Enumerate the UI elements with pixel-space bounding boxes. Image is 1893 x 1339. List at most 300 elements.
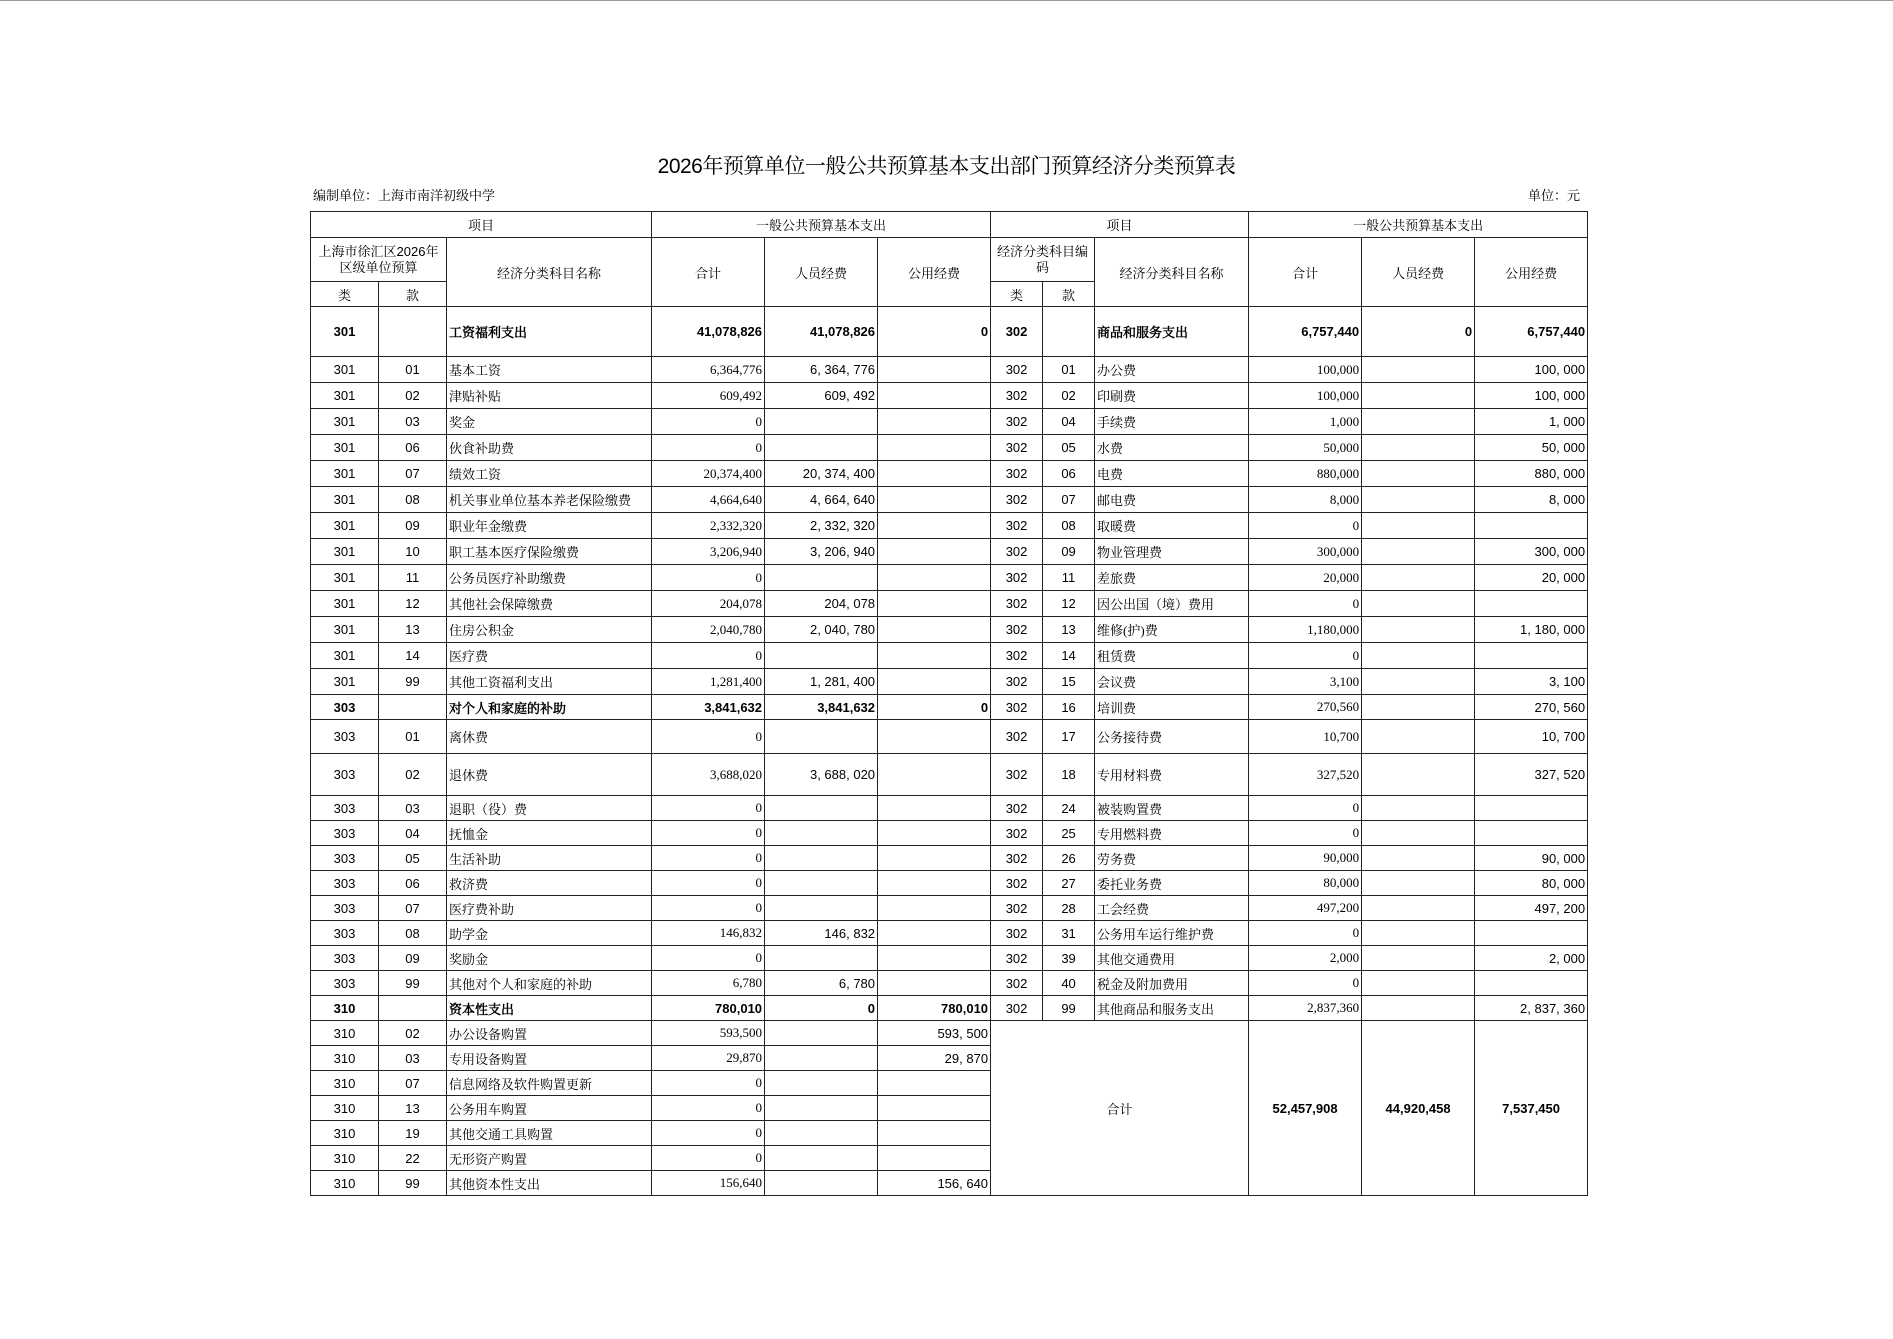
right-item-cell: 11	[1043, 565, 1095, 591]
right-personnel-header: 人员经费	[1362, 238, 1475, 307]
compiling-unit-label: 编制单位：上海市南洋初级中学	[313, 188, 496, 203]
left-public-cell	[878, 1096, 991, 1121]
left-total-cell: 0	[652, 1121, 765, 1146]
left-personnel-cell	[765, 1046, 878, 1071]
right-class-cell: 302	[991, 669, 1043, 695]
right-name-cell: 公务接待费	[1095, 720, 1249, 754]
left-name-cell: 其他资本性支出	[447, 1171, 652, 1196]
table-row	[311, 896, 1588, 921]
right-name-cell: 租赁费	[1095, 643, 1249, 669]
right-name-cell: 其他交通费用	[1095, 946, 1249, 971]
table-row	[311, 796, 1588, 821]
left-total-cell: 0	[652, 565, 765, 591]
right-public-cell: 80, 000	[1475, 871, 1588, 896]
left-public-cell	[878, 357, 991, 383]
right-total-cell: 497,200	[1249, 896, 1362, 921]
left-public-cell	[878, 383, 991, 409]
right-class-cell: 302	[991, 695, 1043, 720]
right-total-cell: 270,560	[1249, 695, 1362, 720]
right-public-cell: 270, 560	[1475, 695, 1588, 720]
right-public-cell: 1, 180, 000	[1475, 617, 1588, 643]
left-public-cell: 780,010	[878, 996, 991, 1021]
right-name-cell: 电费	[1095, 461, 1249, 487]
right-name-cell: 专用材料费	[1095, 754, 1249, 796]
table-row	[311, 591, 1588, 617]
right-name-cell: 工会经费	[1095, 896, 1249, 921]
left-total-cell: 29,870	[652, 1046, 765, 1071]
left-public-cell: 593, 500	[878, 1021, 991, 1046]
left-item-cell: 09	[379, 946, 447, 971]
right-name-cell: 税金及附加费用	[1095, 971, 1249, 996]
right-public-cell	[1475, 643, 1588, 669]
right-personnel-cell	[1362, 409, 1475, 435]
table-row	[311, 357, 1588, 383]
left-item-cell: 02	[379, 1021, 447, 1046]
left-total-cell: 0	[652, 871, 765, 896]
left-item-cell	[379, 695, 447, 720]
left-public-header: 公用经费	[878, 238, 991, 307]
right-total-cell: 880,000	[1249, 461, 1362, 487]
left-personnel-cell: 20, 374, 400	[765, 461, 878, 487]
right-item-cell: 02	[1043, 383, 1095, 409]
right-personnel-cell	[1362, 971, 1475, 996]
right-public-cell: 8, 000	[1475, 487, 1588, 513]
right-public-cell: 100, 000	[1475, 357, 1588, 383]
right-total-cell: 0	[1249, 921, 1362, 946]
left-total-cell: 0	[652, 409, 765, 435]
left-name-cell: 公务用车购置	[447, 1096, 652, 1121]
right-item-cell: 07	[1043, 487, 1095, 513]
right-total-cell: 100,000	[1249, 357, 1362, 383]
table-row	[311, 565, 1588, 591]
left-personnel-cell	[765, 409, 878, 435]
right-class-cell: 302	[991, 754, 1043, 796]
left-name-cell: 办公设备购置	[447, 1021, 652, 1046]
left-personnel-cell: 41,078,826	[765, 307, 878, 357]
left-item-cell: 06	[379, 871, 447, 896]
right-public-cell	[1475, 921, 1588, 946]
right-personnel-cell	[1362, 821, 1475, 846]
left-total-cell: 146,832	[652, 921, 765, 946]
left-public-cell	[878, 946, 991, 971]
right-item-cell: 39	[1043, 946, 1095, 971]
right-item-cell: 09	[1043, 539, 1095, 565]
left-total-cell: 0	[652, 1096, 765, 1121]
left-class-cell: 301	[311, 643, 379, 669]
left-name-cell: 公务员医疗补助缴费	[447, 565, 652, 591]
left-name-cell: 其他社会保障缴费	[447, 591, 652, 617]
left-personnel-cell: 204, 078	[765, 591, 878, 617]
budget-unit-code-header: 上海市徐汇区2026年区级单位预算	[311, 238, 447, 282]
left-name-cell: 离休费	[447, 720, 652, 754]
left-total-cell: 0	[652, 1146, 765, 1171]
table-row	[311, 946, 1588, 971]
left-personnel-cell	[765, 946, 878, 971]
econ-code-header: 经济分类科目编码	[991, 238, 1095, 282]
left-public-cell	[878, 487, 991, 513]
left-name-cell: 工资福利支出	[447, 307, 652, 357]
table-row	[311, 754, 1588, 796]
right-econ-name-header: 经济分类科目名称	[1095, 238, 1249, 307]
right-total-cell: 1,000	[1249, 409, 1362, 435]
left-item-cell: 12	[379, 591, 447, 617]
right-name-cell: 商品和服务支出	[1095, 307, 1249, 357]
left-item-cell: 03	[379, 796, 447, 821]
left-class-cell: 301	[311, 487, 379, 513]
right-name-cell: 专用燃料费	[1095, 821, 1249, 846]
left-total-cell: 0	[652, 946, 765, 971]
left-class-cell: 303	[311, 896, 379, 921]
right-personnel-cell	[1362, 591, 1475, 617]
left-public-cell	[878, 617, 991, 643]
right-total-cell: 0	[1249, 643, 1362, 669]
right-public-cell	[1475, 971, 1588, 996]
left-item-cell: 14	[379, 643, 447, 669]
table-row	[311, 643, 1588, 669]
right-item-cell: 01	[1043, 357, 1095, 383]
left-item-cell	[379, 996, 447, 1021]
right-name-cell: 委托业务费	[1095, 871, 1249, 896]
right-item-cell: 05	[1043, 435, 1095, 461]
right-class-cell: 302	[991, 513, 1043, 539]
right-item-cell: 17	[1043, 720, 1095, 754]
right-item-cell: 18	[1043, 754, 1095, 796]
right-personnel-cell	[1362, 513, 1475, 539]
left-personnel-cell	[765, 565, 878, 591]
left-total-cell: 2,040,780	[652, 617, 765, 643]
left-item-cell: 07	[379, 1071, 447, 1096]
right-public-cell	[1475, 796, 1588, 821]
left-public-cell	[878, 513, 991, 539]
table-row	[311, 846, 1588, 871]
right-name-cell: 邮电费	[1095, 487, 1249, 513]
right-item-cell: 15	[1043, 669, 1095, 695]
table-row	[311, 461, 1588, 487]
right-item-cell: 27	[1043, 871, 1095, 896]
budget-table-body	[311, 307, 1588, 1196]
right-class-cell: 302	[991, 871, 1043, 896]
left-personnel-cell: 3, 688, 020	[765, 754, 878, 796]
left-total-cell: 0	[652, 821, 765, 846]
right-public-cell: 2, 837, 360	[1475, 996, 1588, 1021]
left-class-cell: 301	[311, 461, 379, 487]
left-name-cell: 医疗费	[447, 643, 652, 669]
right-public-cell: 880, 000	[1475, 461, 1588, 487]
left-name-cell: 对个人和家庭的补助	[447, 695, 652, 720]
left-class-cell: 303	[311, 871, 379, 896]
right-class-cell: 302	[991, 643, 1043, 669]
right-public-cell: 2, 000	[1475, 946, 1588, 971]
right-total-cell: 3,100	[1249, 669, 1362, 695]
left-total-cell: 3,841,632	[652, 695, 765, 720]
right-class-cell: 302	[991, 896, 1043, 921]
left-personnel-cell: 3, 206, 940	[765, 539, 878, 565]
left-public-cell	[878, 846, 991, 871]
left-name-cell: 其他交通工具购置	[447, 1121, 652, 1146]
grand-total-personnel: 44,920,458	[1362, 1021, 1475, 1196]
right-item-header: 款	[1043, 282, 1095, 307]
table-row	[311, 539, 1588, 565]
left-name-cell: 职业年金缴费	[447, 513, 652, 539]
left-item-cell: 99	[379, 669, 447, 695]
left-personnel-header: 人员经费	[765, 238, 878, 307]
left-personnel-cell	[765, 821, 878, 846]
right-total-cell: 0	[1249, 971, 1362, 996]
left-personnel-cell: 0	[765, 996, 878, 1021]
table-row	[311, 996, 1588, 1021]
table-row	[311, 971, 1588, 996]
left-personnel-cell: 146, 832	[765, 921, 878, 946]
budget-table	[310, 211, 1588, 1196]
right-item-cell: 26	[1043, 846, 1095, 871]
left-personnel-cell	[765, 643, 878, 669]
left-name-cell: 住房公积金	[447, 617, 652, 643]
right-total-cell: 300,000	[1249, 539, 1362, 565]
right-item-cell: 16	[1043, 695, 1095, 720]
right-personnel-cell	[1362, 754, 1475, 796]
left-name-cell: 无形资产购置	[447, 1146, 652, 1171]
right-personnel-cell	[1362, 720, 1475, 754]
right-public-header: 公用经费	[1475, 238, 1588, 307]
right-personnel-cell	[1362, 643, 1475, 669]
right-public-cell	[1475, 513, 1588, 539]
right-public-cell	[1475, 591, 1588, 617]
right-class-cell: 302	[991, 539, 1043, 565]
left-class-cell: 303	[311, 821, 379, 846]
left-public-cell	[878, 669, 991, 695]
left-public-cell	[878, 1121, 991, 1146]
left-name-cell: 生活补助	[447, 846, 652, 871]
left-personnel-cell	[765, 1021, 878, 1046]
right-public-cell: 327, 520	[1475, 754, 1588, 796]
left-total-header: 合计	[652, 238, 765, 307]
right-name-cell: 办公费	[1095, 357, 1249, 383]
right-class-cell: 302	[991, 617, 1043, 643]
left-class-cell: 303	[311, 846, 379, 871]
right-item-cell: 06	[1043, 461, 1095, 487]
left-personnel-cell: 4, 664, 640	[765, 487, 878, 513]
right-name-cell: 其他商品和服务支出	[1095, 996, 1249, 1021]
right-class-cell: 302	[991, 921, 1043, 946]
right-public-cell: 50, 000	[1475, 435, 1588, 461]
right-total-cell: 2,837,360	[1249, 996, 1362, 1021]
table-row	[311, 695, 1588, 720]
left-item-cell: 04	[379, 821, 447, 846]
right-name-cell: 公务用车运行维护费	[1095, 921, 1249, 946]
right-public-cell: 300, 000	[1475, 539, 1588, 565]
left-public-cell: 29, 870	[878, 1046, 991, 1071]
right-name-cell: 劳务费	[1095, 846, 1249, 871]
right-total-cell: 2,000	[1249, 946, 1362, 971]
table-row	[311, 487, 1588, 513]
right-personnel-cell	[1362, 871, 1475, 896]
left-class-cell: 301	[311, 513, 379, 539]
left-total-cell: 4,664,640	[652, 487, 765, 513]
right-total-cell: 100,000	[1249, 383, 1362, 409]
left-item-cell: 02	[379, 383, 447, 409]
right-name-cell: 被装购置费	[1095, 796, 1249, 821]
left-item-cell: 09	[379, 513, 447, 539]
right-class-cell: 302	[991, 357, 1043, 383]
left-class-cell: 310	[311, 1121, 379, 1146]
left-class-cell: 303	[311, 695, 379, 720]
right-personnel-cell	[1362, 946, 1475, 971]
right-item-cell: 25	[1043, 821, 1095, 846]
left-class-cell: 303	[311, 971, 379, 996]
left-personnel-cell	[765, 720, 878, 754]
left-total-cell: 0	[652, 435, 765, 461]
left-personnel-cell: 2, 040, 780	[765, 617, 878, 643]
left-personnel-cell: 2, 332, 320	[765, 513, 878, 539]
right-personnel-cell	[1362, 383, 1475, 409]
left-name-cell: 其他对个人和家庭的补助	[447, 971, 652, 996]
left-name-cell: 医疗费补助	[447, 896, 652, 921]
right-personnel-cell	[1362, 796, 1475, 821]
left-total-cell: 0	[652, 796, 765, 821]
left-class-cell: 303	[311, 796, 379, 821]
left-total-cell: 0	[652, 896, 765, 921]
left-class-cell: 301	[311, 669, 379, 695]
table-row	[311, 409, 1588, 435]
left-total-cell: 204,078	[652, 591, 765, 617]
right-public-cell: 1, 000	[1475, 409, 1588, 435]
table-row	[311, 307, 1588, 357]
currency-unit-label: 单位：元	[1527, 188, 1580, 203]
left-public-cell	[878, 821, 991, 846]
right-item-cell: 40	[1043, 971, 1095, 996]
right-class-cell: 302	[991, 946, 1043, 971]
left-total-cell: 41,078,826	[652, 307, 765, 357]
right-personnel-cell: 0	[1362, 307, 1475, 357]
right-class-cell: 302	[991, 461, 1043, 487]
right-personnel-cell	[1362, 617, 1475, 643]
left-item-cell: 13	[379, 617, 447, 643]
left-item-cell: 01	[379, 720, 447, 754]
right-class-cell: 302	[991, 409, 1043, 435]
left-class-cell: 301	[311, 383, 379, 409]
left-personnel-cell	[765, 1146, 878, 1171]
left-class-cell: 301	[311, 591, 379, 617]
left-class-cell: 301	[311, 565, 379, 591]
right-name-cell: 差旅费	[1095, 565, 1249, 591]
right-name-cell: 维修(护)费	[1095, 617, 1249, 643]
right-personnel-cell	[1362, 461, 1475, 487]
left-item-cell: 08	[379, 921, 447, 946]
right-class-cell: 302	[991, 591, 1043, 617]
left-class-cell: 303	[311, 921, 379, 946]
left-class-cell: 301	[311, 357, 379, 383]
left-public-cell	[878, 591, 991, 617]
right-total-cell: 0	[1249, 821, 1362, 846]
table-row	[311, 435, 1588, 461]
right-public-cell: 10, 700	[1475, 720, 1588, 754]
left-econ-name-header: 经济分类科目名称	[447, 238, 652, 307]
left-total-cell: 0	[652, 1071, 765, 1096]
grand-total-amount: 52,457,908	[1249, 1021, 1362, 1196]
left-public-cell	[878, 539, 991, 565]
left-personnel-cell: 6, 364, 776	[765, 357, 878, 383]
left-class-cell: 301	[311, 539, 379, 565]
right-public-cell: 497, 200	[1475, 896, 1588, 921]
left-public-cell	[878, 409, 991, 435]
right-project-header: 项目	[991, 212, 1249, 238]
left-total-cell: 3,688,020	[652, 754, 765, 796]
right-personnel-cell	[1362, 357, 1475, 383]
left-total-cell: 0	[652, 846, 765, 871]
left-public-cell: 0	[878, 307, 991, 357]
right-total-cell: 90,000	[1249, 846, 1362, 871]
right-total-cell: 0	[1249, 591, 1362, 617]
left-item-cell: 99	[379, 1171, 447, 1196]
right-class-cell: 302	[991, 821, 1043, 846]
left-personnel-cell	[765, 1171, 878, 1196]
left-personnel-cell	[765, 1071, 878, 1096]
right-total-cell: 20,000	[1249, 565, 1362, 591]
table-row	[311, 383, 1588, 409]
page-title: 2026年预算单位一般公共预算基本支出部门预算经济分类预算表	[657, 155, 1236, 178]
left-item-cell: 10	[379, 539, 447, 565]
left-class-cell: 310	[311, 1146, 379, 1171]
left-personnel-cell	[765, 871, 878, 896]
left-public-cell	[878, 796, 991, 821]
left-personnel-cell	[765, 846, 878, 871]
left-general-budget-header: 一般公共预算基本支出	[652, 212, 991, 238]
right-name-cell: 物业管理费	[1095, 539, 1249, 565]
right-item-cell: 31	[1043, 921, 1095, 946]
right-personnel-cell	[1362, 539, 1475, 565]
left-public-cell	[878, 720, 991, 754]
left-name-cell: 职工基本医疗保险缴费	[447, 539, 652, 565]
right-total-cell: 50,000	[1249, 435, 1362, 461]
left-personnel-cell: 6, 780	[765, 971, 878, 996]
left-total-cell: 609,492	[652, 383, 765, 409]
left-item-cell: 07	[379, 461, 447, 487]
left-personnel-cell: 609, 492	[765, 383, 878, 409]
table-row	[311, 513, 1588, 539]
right-personnel-cell	[1362, 921, 1475, 946]
left-class-cell: 310	[311, 1021, 379, 1046]
right-class-cell: 302	[991, 383, 1043, 409]
left-item-cell: 05	[379, 846, 447, 871]
right-total-cell: 8,000	[1249, 487, 1362, 513]
left-public-cell	[878, 754, 991, 796]
right-public-cell: 6,757,440	[1475, 307, 1588, 357]
table-row	[311, 871, 1588, 896]
left-personnel-cell	[765, 896, 878, 921]
right-class-cell: 302	[991, 435, 1043, 461]
left-public-cell	[878, 461, 991, 487]
right-public-cell: 3, 100	[1475, 669, 1588, 695]
right-item-cell: 14	[1043, 643, 1095, 669]
right-personnel-cell	[1362, 435, 1475, 461]
left-class-header: 类	[311, 282, 379, 307]
left-item-cell: 03	[379, 1046, 447, 1071]
left-class-cell: 301	[311, 409, 379, 435]
right-personnel-cell	[1362, 487, 1475, 513]
table-row	[311, 921, 1588, 946]
right-personnel-cell	[1362, 669, 1475, 695]
left-item-cell: 07	[379, 896, 447, 921]
left-name-cell: 退职（役）费	[447, 796, 652, 821]
left-personnel-cell: 1, 281, 400	[765, 669, 878, 695]
right-name-cell: 水费	[1095, 435, 1249, 461]
right-name-cell: 会议费	[1095, 669, 1249, 695]
left-item-cell	[379, 307, 447, 357]
right-class-cell: 302	[991, 796, 1043, 821]
right-personnel-cell	[1362, 695, 1475, 720]
right-total-cell: 1,180,000	[1249, 617, 1362, 643]
left-name-cell: 津贴补贴	[447, 383, 652, 409]
